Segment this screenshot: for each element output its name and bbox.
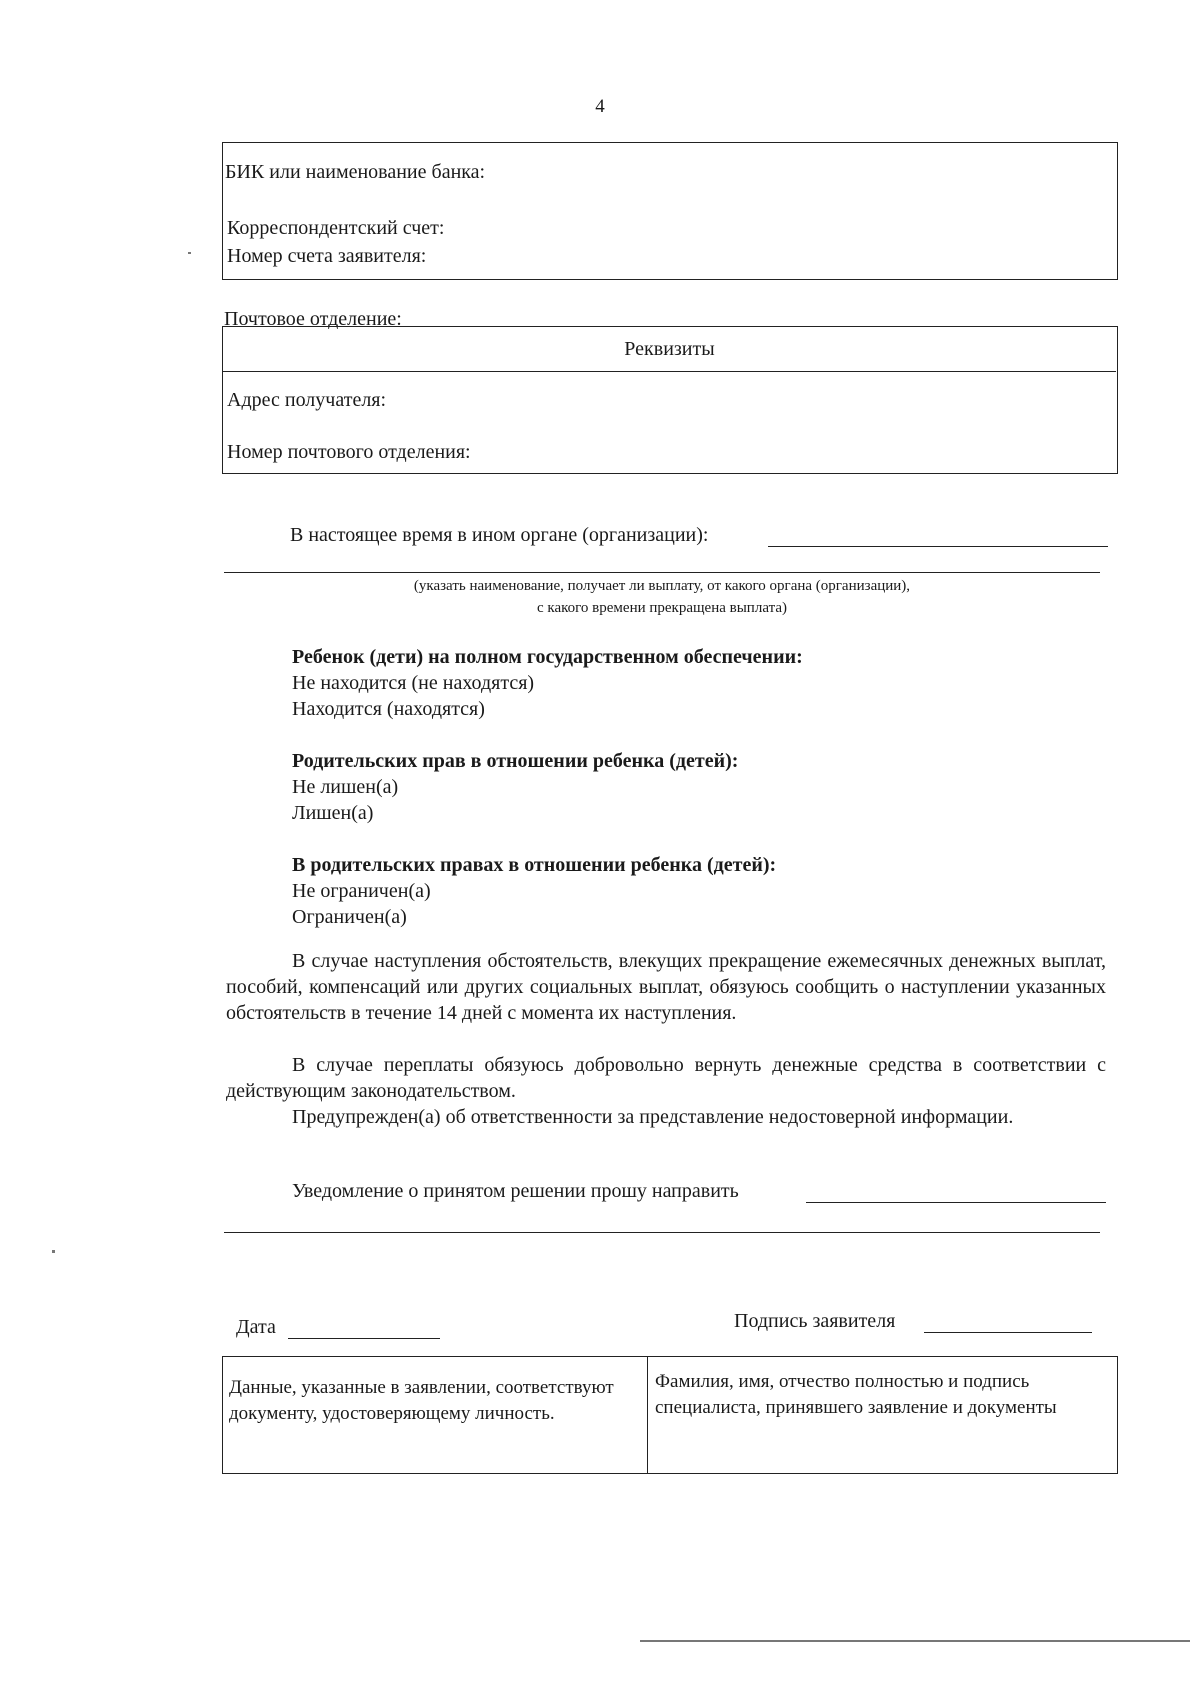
notification-field-line-2 [224,1232,1100,1233]
restricted-rights-heading: В родительских правах в отношении ребенка (детей): [292,854,777,876]
state-support-option-not: Не находится (не находятся) [292,672,535,694]
post-office-number-label: Номер почтового отделения: [227,441,471,463]
verification-table-divider [647,1357,648,1473]
restricted-rights-option-not: Не ограничен(а) [292,880,431,902]
scan-mark-dot-1 [188,252,191,254]
corr-account-label: Корреспондентский счет: [227,217,445,239]
verification-right-cell: Фамилия, имя, отчество полностью и подпись специалиста, принявшего заявление и документы [655,1371,1057,1418]
date-label: Дата [236,1316,276,1338]
notification-label: Уведомление о принятом решении прошу направить [292,1180,739,1202]
parental-rights-option-not: Не лишен(а) [292,776,399,798]
restricted-rights-option-yes: Ограничен(а) [292,906,407,928]
page-number: 4 [595,96,605,117]
scan-mark-bottom-line [640,1640,1190,1642]
obligation-paragraph-3: Предупрежден(а) об ответственности за представление недостоверной информации. [292,1106,1014,1128]
signature-label: Подпись заявителя [734,1310,896,1332]
other-organ-hint-2: с какого времени прекращена выплата) [537,600,787,616]
state-support-heading: Ребенок (дети) на полном государственном обеспечении: [292,646,803,668]
recipient-address-label: Адрес получателя: [227,389,387,411]
state-support-option-yes: Находится (находятся) [292,698,485,720]
requisites-header: Реквизиты [223,327,1116,372]
other-organ-hint-1: (указать наименование, получает ли выплату, от какого органа (организации), [413,578,911,594]
obligation-paragraph-2: В случае переплаты обязуюсь добровольно вернуть денежные средства в соответствии с действующим законодательством. [226,1054,1106,1102]
other-organ-field-line-1 [768,546,1108,547]
bank-details-box [222,142,1118,280]
post-office-title: Почтовое отделение: [224,308,402,330]
notification-field-line-1 [806,1202,1106,1203]
parental-rights-heading: Родительских прав в отношении ребенка (детей): [292,750,739,772]
verification-table [222,1356,1118,1474]
account-label: Номер счета заявителя: [227,245,427,267]
date-field-line [288,1338,440,1339]
signature-field-line [924,1332,1092,1333]
bik-label: БИК или наименование банка: [225,161,486,183]
other-organ-label: В настоящее время в ином органе (организации): [290,524,709,546]
other-organ-field-line-2 [224,572,1100,573]
parental-rights-option-yes: Лишен(а) [292,802,374,824]
scan-mark-dot-2 [52,1250,55,1253]
verification-left-cell: Данные, указанные в заявлении, соответствуют документу, удостоверяющему личность. [229,1377,614,1424]
post-office-box [222,326,1118,474]
obligation-paragraph-1: В случае наступления обстоятельств, влекущих прекращение ежемесячных денежных выплат, пособий, компенсаций или других социальных выплат, обязуюсь сообщить о наступлении указанных обстоятельств в течение 14 дней с момента их наступления. [226,950,1106,1024]
